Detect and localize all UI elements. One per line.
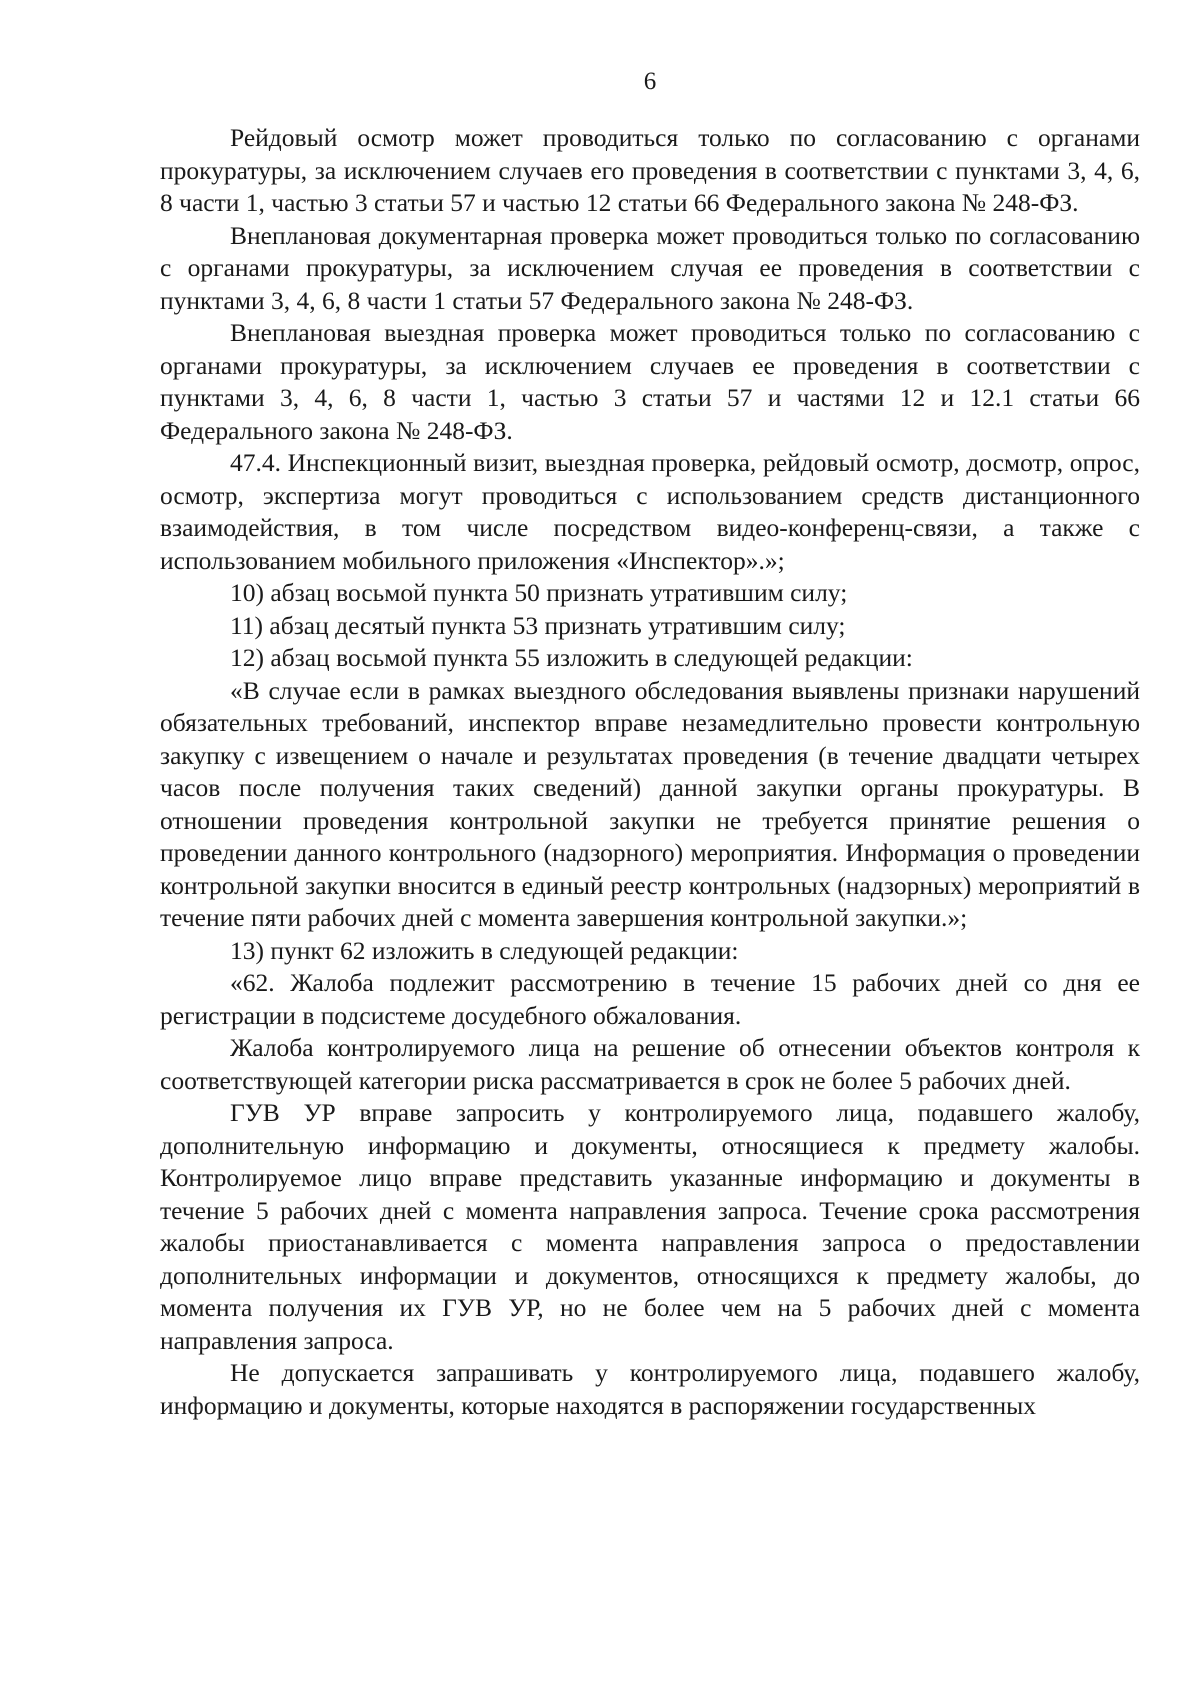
paragraph-item-13: 13) пункт 62 изложить в следующей редакции:	[230, 935, 739, 965]
paragraph-not-allowed-request: Не допускается запрашивать у контролируемого лица, подавшего жалобу, информацию и документы, которые находятся в распоряжении государственных	[160, 1358, 1140, 1420]
paragraph-control-purchase: «В случае если в рамках выездного обследования выявлены признаки нарушений обязательных требований, инспектор вправе незамедлительно провести контрольную закупку с извещением о начале и результатах проведения (в течение двадцати четырех часов после получения таких сведений) данной закупки органы прокуратуры. В отношении проведения контрольной закупки не требуется принятие решения о проведении данного контрольного (надзорного) мероприятия. Информация о проведении контрольной закупки вносится в единый реестр контрольных (надзорных) мероприятий в течение пяти рабочих дней с момента завершения контрольной закупки.»;	[160, 675, 1140, 932]
paragraph-item-12: 12) абзац восьмой пункта 55 изложить в следующей редакции:	[230, 643, 913, 672]
paragraph-item-10: 10) абзац восьмой пункта 50 признать утратившим силу;	[230, 578, 848, 607]
paragraph-item-11: 11) абзац десятый пункта 53 признать утратившим силу;	[230, 610, 846, 640]
paragraph-onsite-check: Внеплановая выездная проверка может проводиться только по согласованию с органами прокуратуры, за исключением случаев ее проведения в соответствии с пунктами 3, 4, 6, 8 части 1, частью 3 статьи 57 и частями 12 и 12.1 статьи 66 Федерального закона № 248-ФЗ.	[160, 318, 1140, 445]
document-body	[160, 122, 1140, 1422]
page-number: 6	[643, 68, 657, 95]
paragraph-risk-category-complaint: Жалоба контролируемого лица на решение об отнесении объектов контроля к соответствующей категории риска рассматривается в срок не более 5 рабочих дней.	[160, 1033, 1140, 1095]
paragraph-raid-inspection: Рейдовый осмотр может проводиться только по согласованию с органами прокуратуры, за исключением случаев его проведения в соответствии с пунктами 3, 4, 6, 8 части 1, частью 3 статьи 57 и частью 12 статьи 66 Федерального закона № 248-ФЗ.	[160, 123, 1140, 217]
paragraph-62: «62. Жалоба подлежит рассмотрению в течение 15 рабочих дней со дня ее регистрации в подсистеме досудебного обжалования.	[160, 968, 1140, 1030]
paragraph-documentary-check: Внеплановая документарная проверка может проводиться только по согласованию с органами прокуратуры, за исключением случая ее проведения в соответствии с пунктами 3, 4, 6, 8 части 1 статьи 57 Федерального закона № 248-ФЗ.	[160, 220, 1140, 315]
paragraph-47-4: 47.4. Инспекционный визит, выездная проверка, рейдовый осмотр, досмотр, опрос, осмотр, экспертиза могут проводиться с использованием средств дистанционного взаимодействия, в том числе посредством видео-конференц-связи, а также с использованием мобильного приложения «Инспектор».»;	[160, 448, 1140, 575]
paragraph-additional-info-request: ГУВ УР вправе запросить у контролируемого лица, подавшего жалобу, дополнительную информацию и документы, относящиеся к предмету жалобы. Контролируемое лицо вправе представить указанные информацию и документы в течение 5 рабочих дней с момента направления запроса. Течение срока рассмотрения жалобы приостанавливается с момента направления запроса о предоставлении дополнительных информации и документов, относящихся к предмету жалобы, до момента получения их ГУВ УР, но не более чем на 5 рабочих дней с момента направления запроса.	[160, 1098, 1140, 1355]
